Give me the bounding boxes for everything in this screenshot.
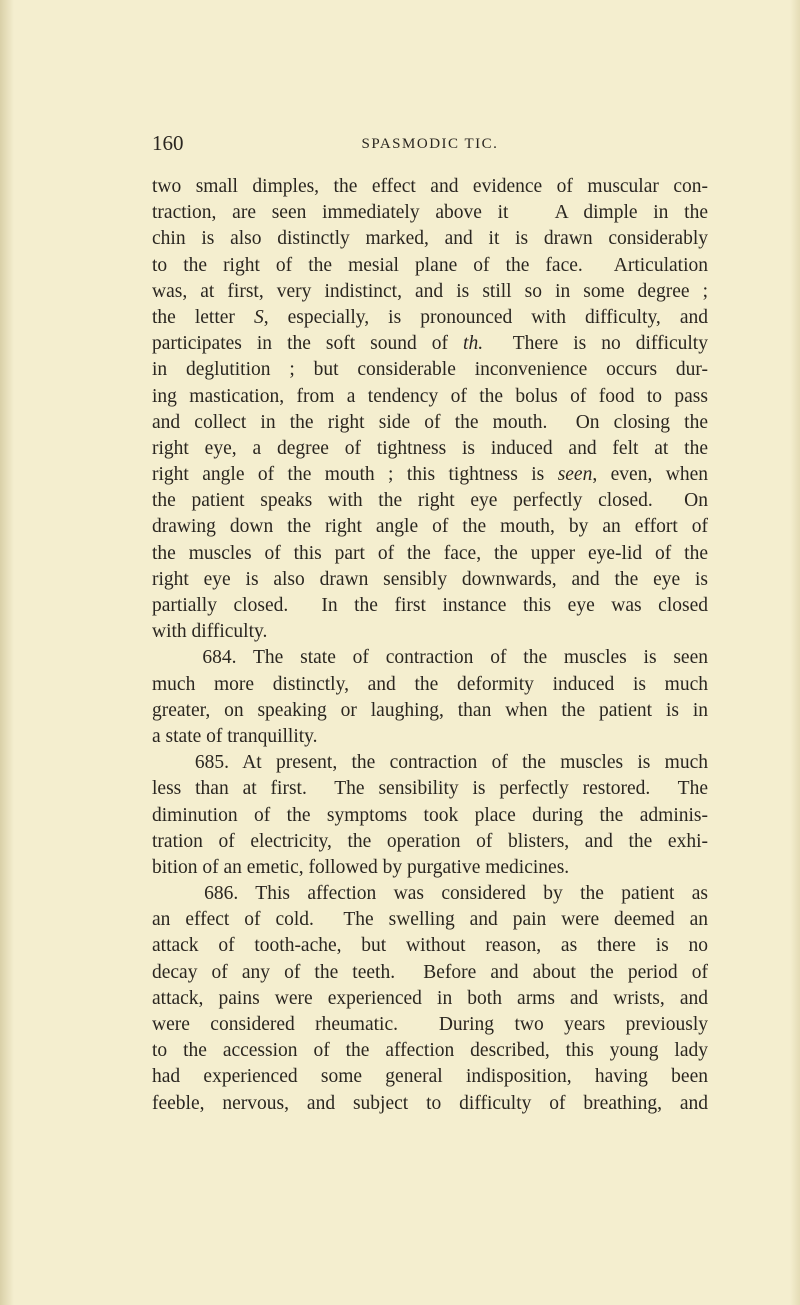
- text-segment: attack, pains were experienced in both arms and wrists, and: [152, 987, 708, 1009]
- text-segment: attack of tooth-ache, but without reason, as there is no: [152, 935, 708, 957]
- text-segment: the patient speaks with the right eye perfectly closed. On: [152, 490, 708, 512]
- text-segment: much more distinctly, and the deformity induced is much: [152, 673, 708, 695]
- text-segment: to the accession of the affection described, this young lady: [152, 1040, 708, 1062]
- page-number: 160: [152, 131, 184, 155]
- text-line: [152, 724, 708, 750]
- text-line: [152, 907, 708, 933]
- text-segment: and collect in the right side of the mouth. On closing the: [152, 411, 708, 433]
- text-segment: an effect of cold. The swelling and pain were deemed an: [152, 909, 708, 931]
- text-line: [152, 226, 708, 252]
- text-segment: less than at first. The sensibility is perfectly restored. The: [152, 778, 708, 800]
- text-segment: in deglutition ; but considerable inconvenience occurs dur-: [152, 359, 708, 381]
- text-segment: greater, on speaking or laughing, than when the patient is in: [152, 699, 708, 721]
- text-line: [152, 331, 708, 357]
- text-line: [152, 1091, 708, 1117]
- text-line: [152, 462, 708, 488]
- text-segment: diminution of the symptoms took place during the adminis-: [152, 804, 708, 826]
- text-line: [152, 593, 708, 619]
- text-line: [152, 986, 708, 1012]
- text-line: [152, 881, 708, 907]
- text-segment: a state of tranquillity.: [152, 725, 318, 747]
- text-segment: participates in the soft sound of: [152, 333, 464, 355]
- text-line: [152, 1038, 708, 1064]
- text-segment: was, at first, very indistinct, and is still so in some degree ;: [152, 280, 708, 302]
- text-segment: 685. At present, the contraction of the muscles is much: [152, 752, 708, 774]
- text-line: [152, 384, 708, 410]
- text-segment: right eye, a degree of tightness is induced and felt at the: [152, 437, 708, 459]
- text-line: [152, 279, 708, 305]
- text-segment: had experienced some general indisposition, having been: [152, 1066, 708, 1088]
- text-segment: traction, are seen immediately above it A dimple in the: [152, 202, 708, 224]
- text-line: [152, 174, 708, 200]
- text-line: [152, 541, 708, 567]
- text-segment: two small dimples, the effect and evidence of muscular con-: [152, 176, 708, 197]
- text-segment: were considered rheumatic. During two years previously: [152, 1014, 708, 1035]
- text-segment: bition of an emetic, followed by purgative medicines.: [152, 856, 570, 878]
- text-line: [152, 960, 708, 986]
- text-line: [152, 619, 708, 645]
- text-segment: right angle of the mouth ; this tightness is: [152, 464, 558, 486]
- text-line: [152, 253, 708, 279]
- text-line: [152, 698, 708, 724]
- text-line: [152, 776, 708, 802]
- text-line: [152, 357, 708, 383]
- text-segment: 686. This affection was considered by the patient as: [152, 883, 708, 905]
- text-line: [152, 1064, 708, 1090]
- text-line: [152, 933, 708, 959]
- text-line: [152, 200, 708, 226]
- text-line: [152, 410, 708, 436]
- text-segment: right eye is also drawn sensibly downwards, and the eye is: [152, 568, 708, 590]
- text-line: [152, 1012, 708, 1038]
- running-title: SPASMODIC TIC.: [361, 136, 499, 152]
- text-segment: with difficulty.: [152, 621, 268, 643]
- text-line: [152, 803, 708, 829]
- text-segment: ing mastication, from a tendency of the bolus of food to pass: [152, 385, 708, 407]
- text-segment: partially closed. In the first instance this eye was closed: [152, 595, 708, 616]
- text-segment: 684. The state of contraction of the muscles is seen: [152, 647, 708, 669]
- text-line: [152, 436, 708, 462]
- text-line: [152, 672, 708, 698]
- italic-text: S: [253, 306, 264, 328]
- italic-text: seen: [557, 464, 593, 486]
- text-line: [152, 855, 708, 881]
- text-segment: the muscles of this part of the face, the upper eye-lid of the: [152, 542, 708, 564]
- text-segment: , especially, is pronounced with difficulty, and: [263, 306, 708, 328]
- text-segment: chin is also distinctly marked, and it is drawn considerably: [152, 228, 708, 250]
- text-line: [152, 645, 708, 671]
- text-segment: drawing down the right angle of the mouth, by an effort of: [152, 516, 708, 538]
- text-line: [152, 514, 708, 540]
- text-segment: , even, when: [592, 464, 708, 486]
- text-line: [152, 305, 708, 331]
- text-segment: There is no difficulty: [483, 333, 708, 355]
- text-line: [152, 567, 708, 593]
- italic-text: th.: [463, 333, 484, 355]
- text-segment: to the right of the mesial plane of the face. Articulation: [152, 254, 708, 276]
- page-edge-shadow: [0, 0, 14, 1305]
- text-segment: decay of any of the teeth. Before and about the period of: [152, 961, 708, 983]
- page-edge-shadow-right: [790, 0, 800, 1305]
- text-line: [152, 488, 708, 514]
- text-segment: the letter: [152, 306, 254, 328]
- text-segment: feeble, nervous, and subject to difficulty of breathing, and: [152, 1092, 708, 1114]
- text-line: [152, 750, 708, 776]
- body-text: [152, 174, 708, 1117]
- text-segment: tration of electricity, the operation of blisters, and the exhi-: [152, 830, 708, 852]
- text-line: [152, 829, 708, 855]
